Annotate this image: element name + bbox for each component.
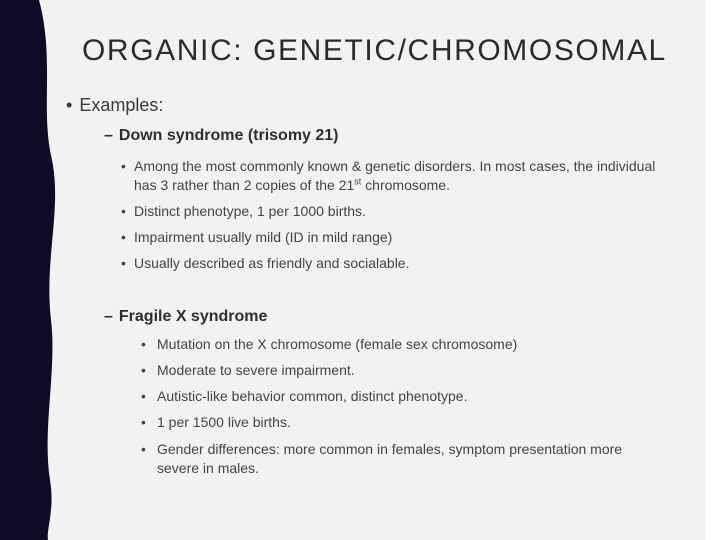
- right-edge-strip: [706, 0, 720, 540]
- section-heading-text: Down syndrome (trisomy 21): [118, 127, 339, 144]
- examples-label: Examples:: [79, 95, 164, 115]
- list-item: [141, 387, 681, 406]
- section-heading-fragile-x: [104, 308, 267, 326]
- list-item-text: Mutation on the X chromosome (female sex chromosome): [157, 336, 518, 352]
- list-item: [121, 254, 681, 273]
- section-heading-down-syndrome: [104, 127, 339, 145]
- bullet-icon: •: [141, 362, 146, 378]
- slide-title: ORGANIC: GENETIC/CHROMOSOMAL: [82, 34, 667, 67]
- list-item-text: Usually described as friendly and socialable.: [134, 255, 410, 271]
- list-item-text: 1 per 1500 live births.: [157, 414, 291, 430]
- bullet-icon: •: [121, 203, 126, 219]
- dash-bullet: –: [104, 127, 113, 144]
- list-item: [141, 413, 681, 432]
- bullet-icon: •: [121, 158, 126, 174]
- list-item-text: Moderate to severe impairment.: [157, 362, 355, 378]
- list-item: [121, 202, 681, 221]
- list-item-text: Impairment usually mild (ID in mild range): [134, 229, 393, 245]
- list-item: [141, 440, 661, 478]
- list-item-text: Autistic-like behavior common, distinct phenotype.: [157, 388, 468, 404]
- list-item-text: Distinct phenotype, 1 per 1000 births.: [134, 203, 366, 219]
- bullet-icon: •: [66, 95, 73, 115]
- bullet-icon: •: [121, 255, 126, 271]
- bullet-icon: •: [141, 388, 146, 404]
- list-item: [141, 335, 681, 354]
- decorative-dark-band: [0, 0, 60, 540]
- bullet-icon: •: [141, 414, 146, 430]
- bullet-icon: •: [141, 336, 146, 352]
- bullet-icon: •: [121, 229, 126, 245]
- bullet-icon: •: [141, 441, 146, 457]
- list-item: [141, 361, 681, 380]
- list-item: [121, 157, 681, 195]
- list-item-text: Among the most commonly known & genetic disorders. In most cases, the individual has 3 rather than 2 copies of the 21st chromosome.: [134, 158, 656, 193]
- list-item: [121, 228, 681, 247]
- examples-bullet: [66, 95, 163, 116]
- section-heading-text: Fragile X syndrome: [118, 308, 268, 325]
- dash-bullet: –: [104, 308, 113, 325]
- list-item-text: Gender differences: more common in females, symptom presentation more severe in males.: [157, 441, 623, 476]
